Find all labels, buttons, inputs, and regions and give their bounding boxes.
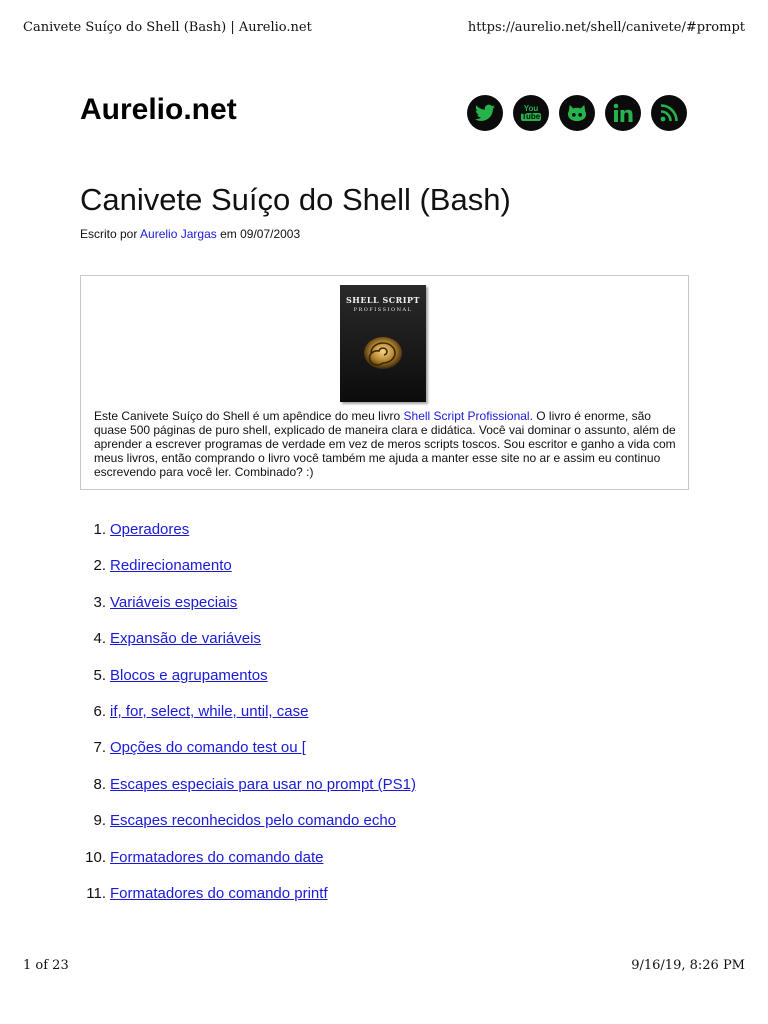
print-header bbox=[23, 20, 745, 40]
print-footer bbox=[23, 958, 745, 978]
page-count: 1 of 23 bbox=[23, 958, 69, 973]
print-timestamp: 9/16/19, 8:26 PM bbox=[631, 958, 745, 973]
book-cover-subtitle: PROFISSIONAL bbox=[353, 307, 413, 313]
toc-number: 11. bbox=[86, 884, 106, 902]
social-links bbox=[467, 95, 687, 131]
rss-icon bbox=[660, 104, 678, 122]
author-link[interactable]: Aurelio Jargas bbox=[140, 227, 217, 241]
toc-link[interactable]: Escapes reconhecidos pelo comando echo bbox=[110, 812, 397, 830]
book-cover-title: SHELL SCRIPT bbox=[346, 295, 420, 305]
toc-link[interactable]: Formatadores do comando date bbox=[110, 848, 324, 866]
toc-link[interactable]: Redirecionamento bbox=[110, 557, 232, 575]
print-url: https://aurelio.net/shell/canivete/#prompt bbox=[467, 20, 745, 35]
toc-link[interactable]: Operadores bbox=[110, 521, 190, 538]
book-promo-box bbox=[80, 275, 689, 490]
toc-number: 5. bbox=[93, 666, 106, 684]
twitter-icon bbox=[475, 104, 495, 122]
byline bbox=[80, 227, 300, 241]
toc-number: 1. bbox=[93, 521, 106, 538]
toc-number: 4. bbox=[93, 630, 106, 648]
twitter-link[interactable] bbox=[467, 95, 503, 131]
youtube-you-text: You bbox=[523, 104, 539, 113]
github-link[interactable] bbox=[559, 95, 595, 131]
seashell-icon bbox=[362, 331, 404, 373]
youtube-link[interactable] bbox=[513, 95, 549, 131]
linkedin-icon bbox=[613, 103, 633, 123]
toc-number: 10. bbox=[85, 848, 106, 866]
toc-link[interactable]: Blocos e agrupamentos bbox=[110, 666, 268, 684]
toc-number: 7. bbox=[93, 739, 106, 757]
toc-link[interactable]: Escapes especiais para usar no prompt (PS1) bbox=[110, 775, 416, 793]
toc-link[interactable]: Variáveis especiais bbox=[110, 593, 238, 611]
toc-number: 9. bbox=[93, 812, 106, 830]
print-page-title: Canivete Suíço do Shell (Bash) | Aurelio.net bbox=[23, 20, 312, 35]
toc-link[interactable]: Opções do comando test ou [ bbox=[110, 739, 306, 757]
promo-text-end: . O livro é enorme, são quase 500 páginas de puro shell, explicado de maneira clara e didática. Você vai dominar o assunto, além de aprender a escrever programas de verdade em vez de meros scripts toscos. Sou escritor e ganho a vida com meus livros, então comprando o livro você também me ajuda a manter esse site no ar e assim eu continuo escrevendo para você ler. Combinado? :) bbox=[94, 409, 676, 479]
byline-prefix: Escrito por bbox=[80, 227, 138, 241]
linkedin-link[interactable] bbox=[605, 95, 641, 131]
toc-link[interactable]: Formatadores do comando printf bbox=[110, 884, 328, 902]
toc-number: 3. bbox=[93, 593, 106, 611]
github-icon bbox=[566, 103, 588, 123]
toc-link[interactable]: Expansão de variáveis bbox=[110, 630, 261, 648]
youtube-tube-text: Tube bbox=[521, 112, 541, 121]
byline-date: em 09/07/2003 bbox=[220, 227, 301, 241]
site-title[interactable]: Aurelio.net bbox=[80, 93, 237, 126]
toc-number: 8. bbox=[93, 775, 106, 793]
toc-number: 6. bbox=[93, 702, 106, 720]
article-title: Canivete Suíço do Shell (Bash) bbox=[80, 182, 511, 217]
toc-number: 2. bbox=[93, 557, 106, 575]
youtube-icon bbox=[521, 105, 542, 121]
book-cover-image[interactable] bbox=[340, 285, 426, 402]
promo-text-start: Este Canivete Suíço do Shell é um apêndice do meu livro bbox=[94, 409, 401, 423]
toc-link[interactable]: if, for, select, while, until, case bbox=[110, 702, 309, 720]
book-link[interactable]: Shell Script Profissional bbox=[403, 409, 530, 423]
rss-link[interactable] bbox=[651, 95, 687, 131]
book-promo-text bbox=[94, 409, 679, 479]
